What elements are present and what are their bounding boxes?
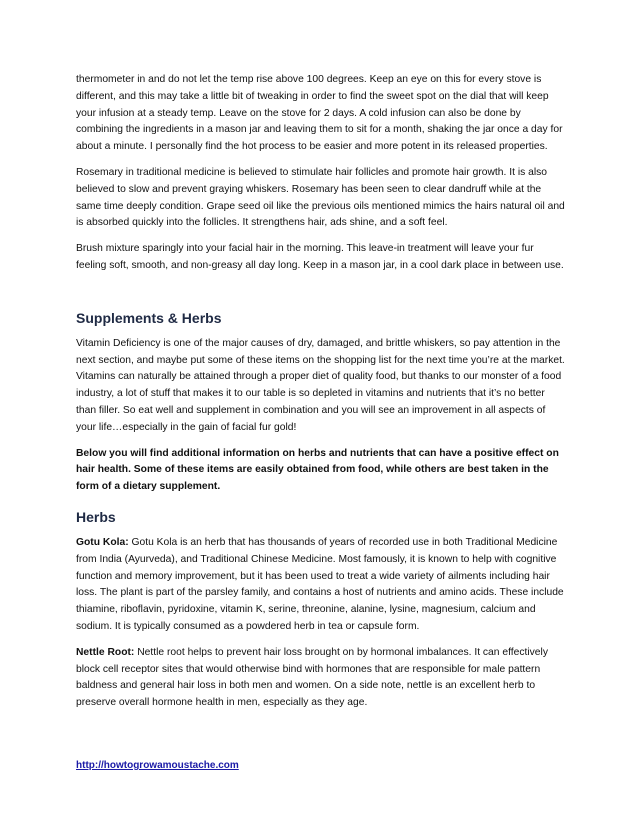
paragraph-bold-note: Below you will find additional information on herbs and nutrients that can have a positive effect on hair health. Some of these items are easily obtained from food, while others are best taken in the form of a dietary supplement. bbox=[76, 447, 559, 493]
heading-supplements-herbs: Supplements & Herbs bbox=[76, 309, 222, 326]
herb-nettle-root bbox=[76, 645, 566, 712]
document-page bbox=[76, 72, 566, 712]
herb-term: Nettle Root: bbox=[76, 646, 135, 658]
paragraph-vitamin-deficiency: Vitamin Deficiency is one of the major causes of dry, damaged, and brittle whiskers, so pay attention in the next section, and maybe put some of these items on the shopping list for the next time you’re at the market. Vitamins can naturally be attained through a proper diet of quality food, but thanks to our monster of a food industry, a lot of stuff that makes it to our table is so depleted in vitamins and nutrients that it’s no better than filler. So eat well and supplement in combination and you will see an improvement in all aspects of your life…especially in the gain of facial fur gold! bbox=[76, 337, 565, 433]
heading-herbs: Herbs bbox=[76, 508, 116, 525]
paragraph-rosemary: Rosemary in traditional medicine is believed to stimulate hair follicles and promote hair growth. It is also believed to slow and prevent graying whiskers. Rosemary has been seen to clear dandruff while at the same time deeply condition. Grape seed oil like the previous oils mentioned mimics the hairs natural oil and is absorbed quickly into the follicles. It strengthens hair, ads shine, and a soft feel. bbox=[76, 166, 565, 229]
herb-gotu-kola bbox=[76, 535, 566, 636]
herb-term: Gotu Kola: bbox=[76, 536, 129, 548]
herb-description: Gotu Kola is an herb that has thousands of years of recorded use in both Traditional Medicine from India (Ayurveda), and Traditional Chinese Medicine. Most famously, it is known to help with cognitive function and memory improvement, but it has been used to treat a wide variety of ailments including hair loss. The plant is part of the parsley family, and contains a host of nutrients and amino acids. These include thiamine, riboflavin, pyridoxine, vitamin K, serine, threonine, alanine, lysine, magnesium, calcium and sodium. It is typically consumed as a powdered herb in tea or capsule form. bbox=[76, 536, 564, 632]
footer-website-link[interactable]: http://howtogrowamoustache.com bbox=[76, 760, 239, 771]
herb-description: Nettle root helps to prevent hair loss brought on by hormonal imbalances. It can effectively block cell receptor sites that would otherwise bind with hormones that are responsible for male pattern baldness and general hair loss in both men and women. On a side note, nettle is an excellent herb to preserve overall hormone health in men, especially as they age. bbox=[76, 646, 548, 709]
paragraph-application: Brush mixture sparingly into your facial hair in the morning. This leave-in treatment will leave your fur feeling soft, smooth, and non-greasy all day long. Keep in a mason jar, in a cool dark place in between use. bbox=[76, 243, 564, 271]
paragraph-infusion-method: thermometer in and do not let the temp rise above 100 degrees. Keep an eye on this for every stove is different, and this may take a little bit of tweaking in order to find the sweet spot on the dial that will keep your infusion at a steady temp. Leave on the stove for 2 days. A cold infusion can also be done by combining the ingredients in a mason jar and leaving them to sit for a month, shaking the jar once a day for about a minute. I personally find the hot process to be easier and more potent in its released properties. bbox=[76, 74, 563, 153]
